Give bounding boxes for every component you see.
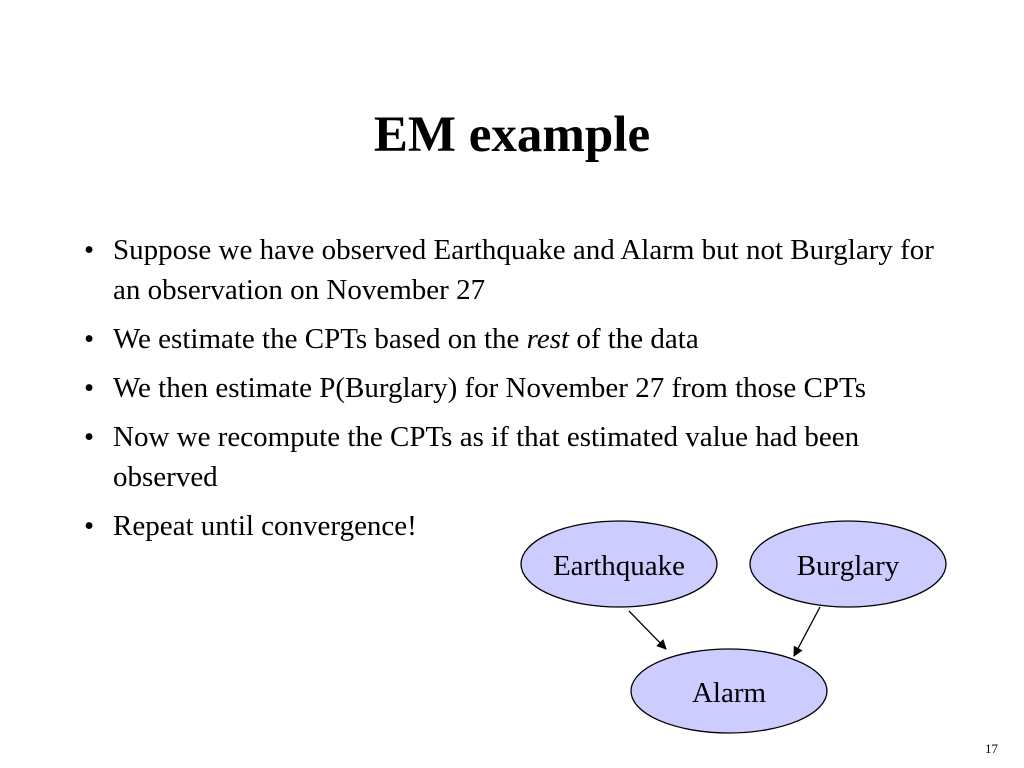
edge-burglary-alarm — [794, 607, 820, 656]
bullet-marker: • — [84, 421, 95, 453]
bullet-marker: • — [84, 323, 95, 355]
edge-earthquake-alarm — [629, 611, 666, 649]
bullet-text: Now we recompute the CPTs as if that estimated value had been observed — [113, 421, 860, 493]
bullet-marker: • — [84, 372, 95, 404]
node-alarm — [631, 649, 827, 733]
bullet-marker: • — [84, 234, 95, 266]
bullet-text-after: of the data — [569, 323, 699, 355]
bullet-text-before: We estimate the CPTs based on the — [113, 323, 527, 355]
node-earthquake-label: Earthquake — [552, 550, 686, 582]
node-earthquake — [521, 521, 717, 607]
bullet-text: We then estimate P(Burglary) for November 27 from those CPTs — [113, 372, 866, 404]
bullet-text-emphasis: rest — [526, 323, 570, 355]
slide-title: EM example — [373, 107, 651, 163]
node-burglary — [750, 521, 946, 607]
bullet-marker: • — [84, 510, 95, 542]
bullet-text: Repeat until convergence! — [113, 510, 417, 542]
node-alarm-label: Alarm — [691, 677, 767, 709]
bullet-text: Suppose we have observed Earthquake and Alarm but not Burglary for an observation on November 27 — [113, 234, 934, 306]
node-burglary-label: Burglary — [796, 550, 900, 582]
page-number: 17 — [985, 741, 998, 756]
